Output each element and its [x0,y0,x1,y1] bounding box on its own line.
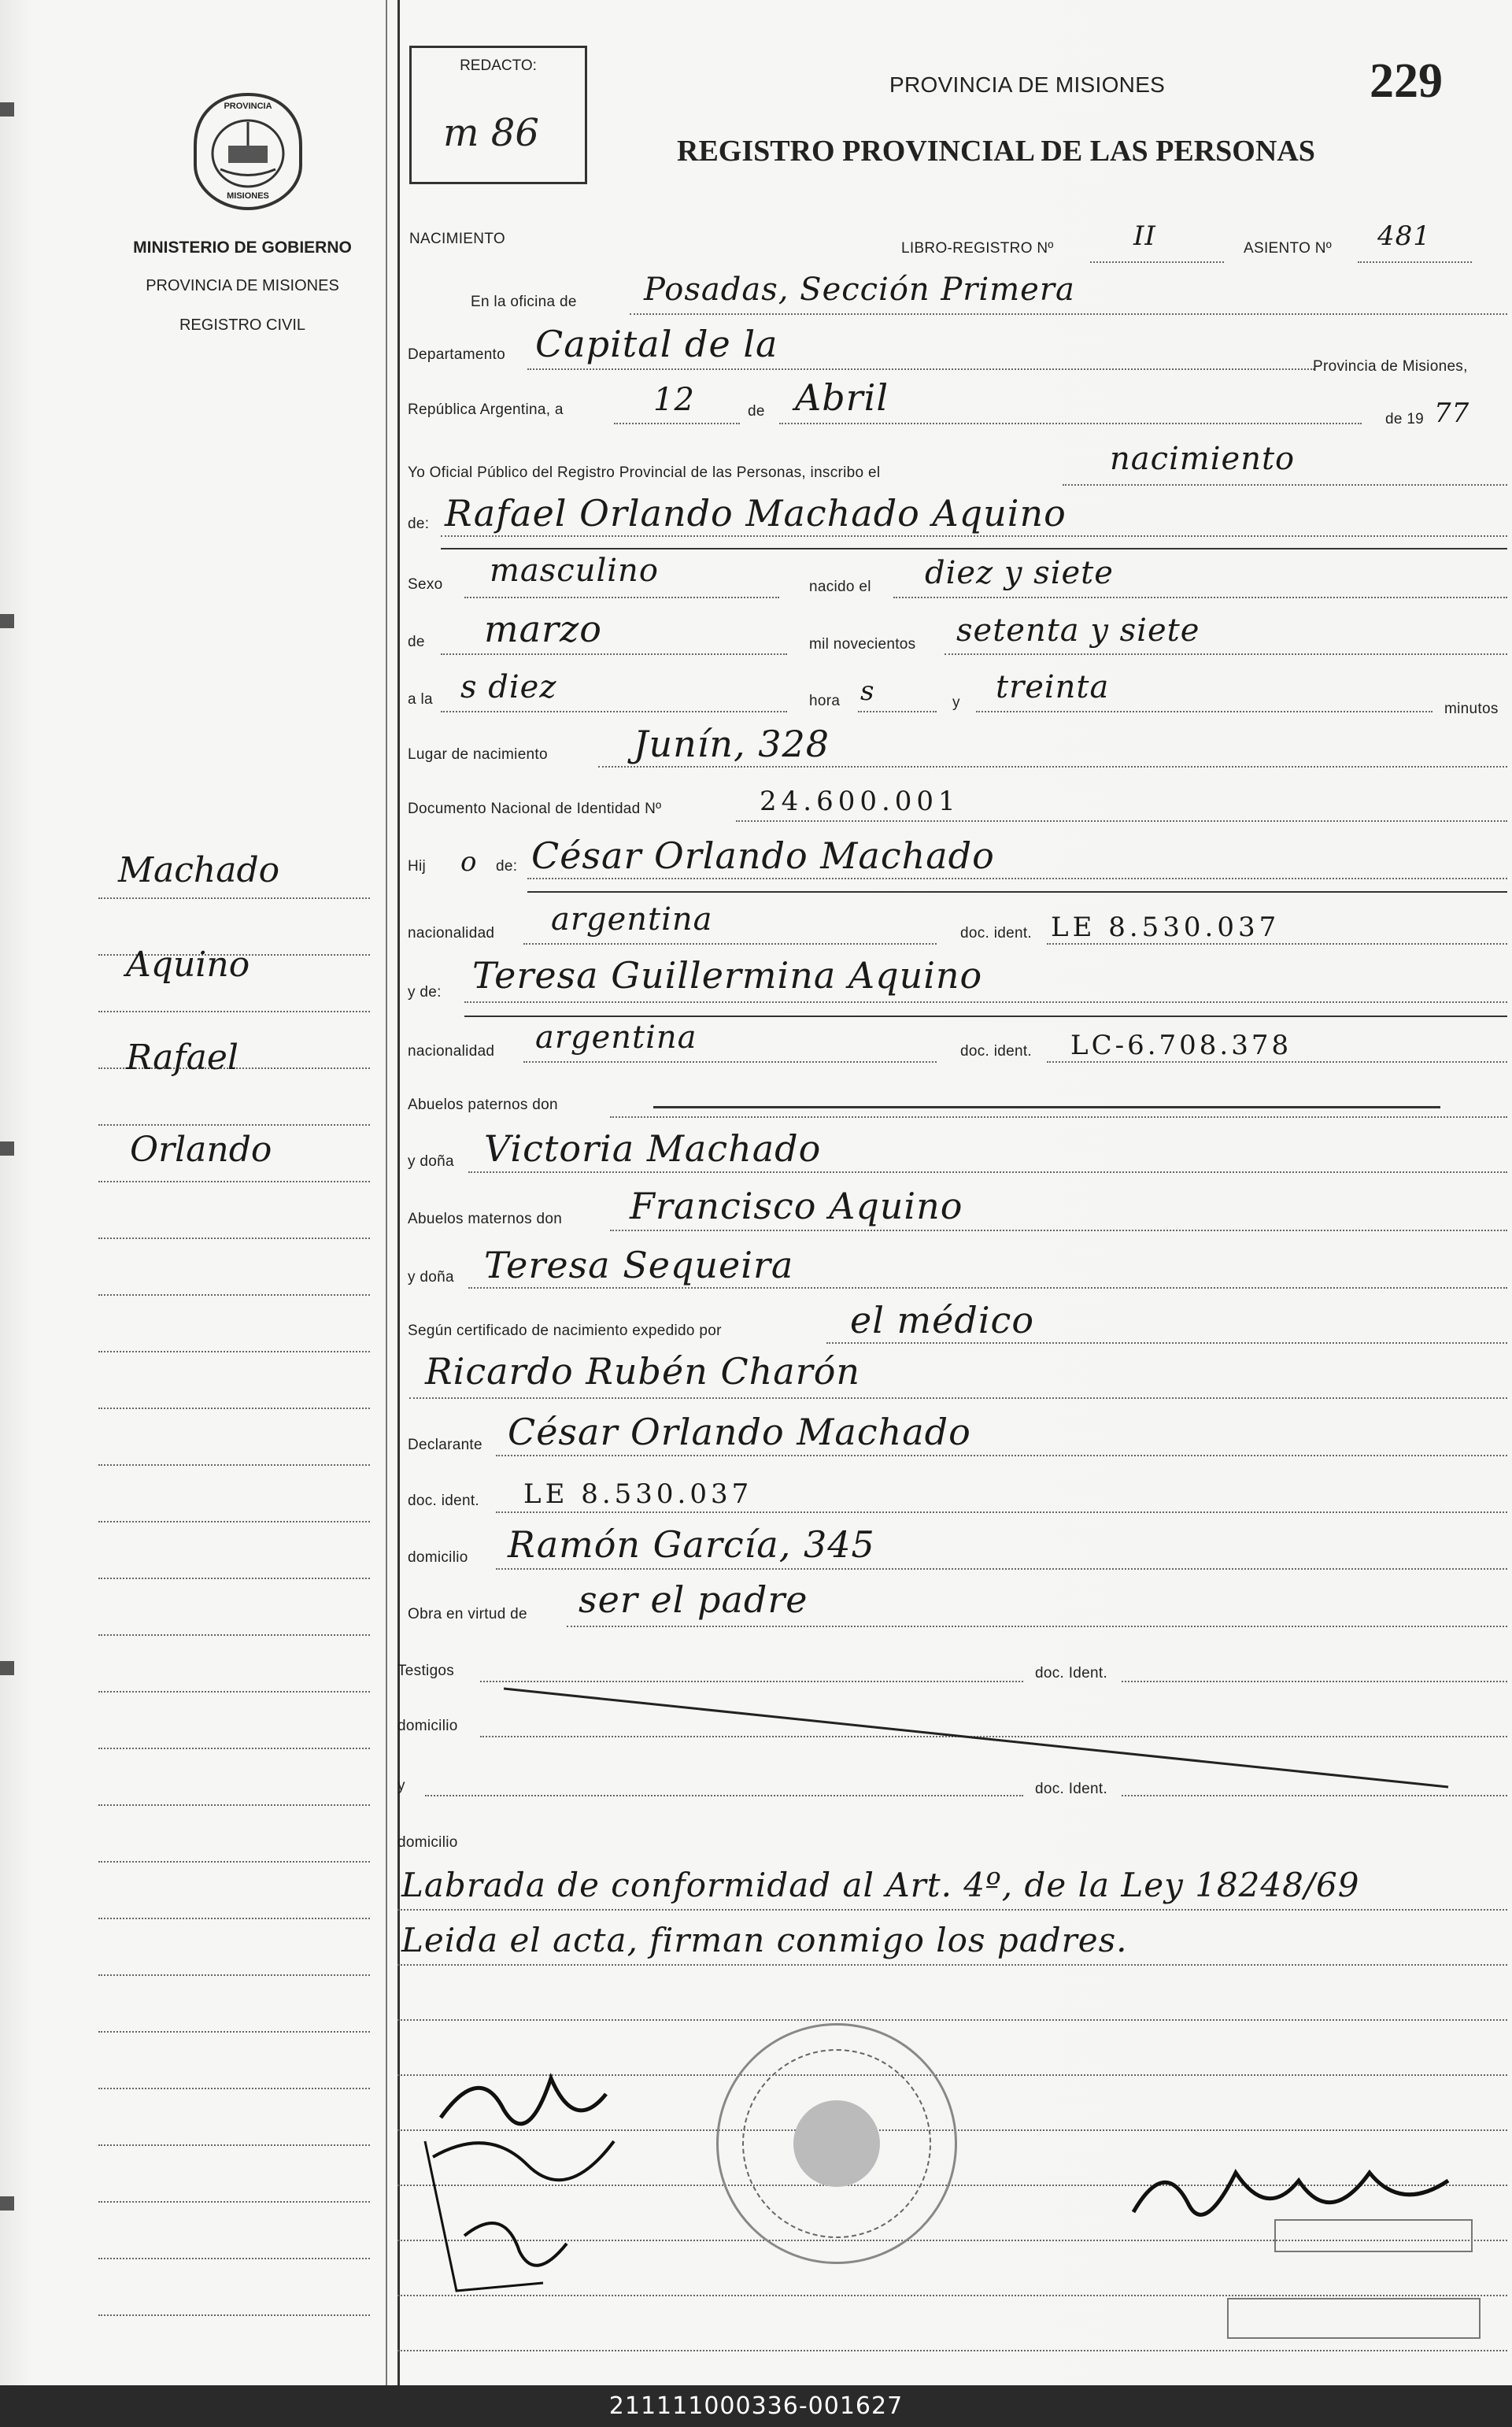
sexo-value: masculino [490,553,659,589]
nac-madre-line [523,1061,937,1063]
y-de-label: y de: [408,984,442,1001]
doc-madre-value: LC-6.708.378 [1070,1030,1292,1061]
margin-ruling-line [98,897,370,899]
padre-value: César Orlando Machado [531,834,995,877]
redacto-label: REDACTO: [460,57,537,74]
doc-padre-label: doc. ident. [960,925,1032,942]
domicilio-testigo1-label: domicilio [397,1718,458,1734]
anio-value: 77 [1434,398,1470,429]
hora-value: s diez [460,669,557,705]
abuelo-mat-line [610,1230,1507,1231]
section-nacimiento: NACIMIENTO [409,231,505,247]
lugar-value: Junín, 328 [634,723,830,765]
nac-padre-line [523,943,937,945]
dia-line [614,423,740,424]
departamento-line [527,368,1314,370]
y-dona-mat-label: y doña [408,1269,454,1286]
nota1-value: Labrada de conformidad al Art. 4º, de la Ley 18248/69 [401,1866,1360,1904]
ministry-title: MINISTERIO DE GOBIERNO [133,239,352,257]
medico-value: Ricardo Rubén Charón [425,1350,861,1393]
oficial-label: Yo Oficial Público del Registro Provincial de las Personas, inscribo el [408,464,881,481]
declarante-value: César Orlando Machado [508,1411,971,1453]
minutos-line [976,711,1433,712]
doc-padre-line [1047,943,1507,945]
emblem-top-text: PROVINCIA [224,102,272,111]
obra-label: Obra en virtud de [408,1606,527,1622]
margin-ruling-line [98,1578,370,1579]
margin-ruling-line [98,2144,370,2146]
margin-ruling-line [98,1351,370,1352]
oficina-value: Posadas, Sección Primera [644,272,1075,308]
doc-testigo1-label: doc. Ident. [1035,1665,1108,1682]
margin-rule-inner [386,0,387,2385]
margin-ruling-line [98,2258,370,2259]
province-heading: PROVINCIA DE MISIONES [889,72,1166,97]
ministry-province: PROVINCIA DE MISIONES [146,277,339,294]
horas-suffix: s [860,675,875,707]
binding-clip [0,1661,14,1675]
lugar-label: Lugar de nacimiento [408,746,548,763]
de-nombre-label: de: [408,516,430,532]
departamento-value: Capital de la [535,323,778,365]
mes-nac-value: marzo [484,608,602,650]
hij-suffix: o [460,846,478,878]
abuelos-mat-label: Abuelos maternos don [408,1211,563,1227]
doc-madre-line [1047,1061,1507,1063]
de-mes-label: de [408,634,425,650]
binding-clip [0,1141,14,1156]
nota2-line [397,1964,1507,1966]
horas-line [858,711,937,712]
padre-underline [527,891,1507,893]
domicilio-testigo2-label: domicilio [397,1834,458,1851]
emblem-bottom-text: MISIONES [227,191,269,201]
margin-ruling-line [98,1748,370,1749]
margin-ruling-line [98,1124,370,1126]
document-code: 211111000336-001627 [0,2385,1512,2427]
provincia-suffix: Provincia de Misiones, [1313,358,1468,375]
margin-ruling-line [98,2314,370,2316]
doc-testigo2-line [1122,1795,1507,1796]
y-testigo-label: y [397,1778,405,1794]
binding-clip [0,614,14,628]
oficial-value: nacimiento [1110,441,1296,477]
de-label: de [748,403,765,420]
margin-ruling-line [98,1464,370,1466]
libro-value: II [1133,220,1156,252]
redacto-box [409,46,587,184]
obra-line [567,1626,1507,1627]
margin-ruling-line [98,1521,370,1522]
registry-heading: REGISTRO PROVINCIAL DE LAS PERSONAS [677,135,1315,168]
asiento-value: 481 [1377,220,1431,252]
obra-value: ser el padre [579,1578,808,1621]
certificado-label: Según certificado de nacimiento expedido por [408,1323,722,1339]
ministry-registry: REGISTRO CIVIL [179,316,306,334]
anio-nac-line [945,653,1507,655]
nacido-line [893,597,1507,598]
minutos-value: treinta [996,669,1110,705]
margin-ruling-line [98,1861,370,1863]
madre-value: Teresa Guillermina Aquino [472,954,983,997]
margin-given-2: Orlando [130,1130,272,1170]
binding-clip [0,2196,14,2211]
nacido-value: diez y siete [925,555,1114,591]
testigos-strike [504,1685,1480,1795]
seal-center [793,2100,880,2187]
hij-label: Hij [408,858,427,875]
margin-ruling-line [98,2031,370,2033]
asiento-label: ASIENTO Nº [1244,240,1332,257]
nac-padre-value: argentina [551,901,713,938]
oficial-line [1063,484,1507,486]
y-dona-pat-label: y doña [408,1153,454,1170]
province-emblem [189,91,307,213]
oficina-line [630,313,1507,315]
horas-label: hora [809,693,841,709]
margin-ruling-line [98,1918,370,1919]
parents-signature [409,2047,645,2314]
abuelos-pat-label: Abuelos paternos don [408,1097,558,1113]
mil-label: mil novecientos [809,636,916,653]
sexo-label: Sexo [408,576,443,593]
mes-value: Abril [795,376,889,419]
mes-line [779,423,1362,424]
lugar-line [598,766,1507,768]
testigos-line [480,1681,1023,1682]
margin-given-1: Rafael [126,1038,238,1078]
abuela-mat-line [468,1287,1507,1289]
margin-surname-2: Aquino [126,945,250,985]
abuelo-mat-value: Francisco Aquino [630,1185,963,1227]
nacido-label: nacido el [809,579,871,595]
official-signature [1118,2125,1495,2362]
doc-testigo2-label: doc. Ident. [1035,1781,1108,1797]
folio-number: 229 [1370,54,1443,108]
certificado-value: el médico [850,1299,1035,1341]
dni-value: 24.600.001 [760,786,960,817]
domicilio-line [496,1568,1507,1570]
padre-line [527,878,1507,879]
nac-madre-label: nacionalidad [408,1043,495,1060]
mes-nac-line [441,653,787,655]
nombre-underline [441,548,1507,549]
certificado-line [826,1342,1507,1344]
y-label: y [952,694,960,711]
anio-nac-value: setenta y siete [956,612,1200,649]
margin-ruling-line [98,2201,370,2203]
declarante-label: Declarante [408,1437,482,1453]
de-padre-label: de: [496,858,518,875]
abuelo-pat-line [610,1116,1507,1118]
dia-value: 12 [653,382,695,418]
margin-ruling-line [98,1238,370,1239]
madre-line [464,1001,1507,1003]
doc-decl-line [496,1511,1507,1513]
margin-rule [397,0,400,2385]
republica-label: República Argentina, a [408,401,564,418]
testigo2-line [425,1795,1023,1796]
de-anio-label: de 19 [1385,411,1425,427]
madre-underline [464,1016,1507,1017]
libro-line [1090,261,1224,263]
nac-madre-value: argentina [535,1019,697,1056]
departamento-label: Departamento [408,346,506,363]
abuela-mat-value: Teresa Sequeira [484,1244,794,1286]
margin-ruling-line [98,1011,370,1012]
doc-decl-value: LE 8.530.037 [523,1478,753,1510]
hora-line [441,711,787,712]
libro-label: LIBRO-REGISTRO Nº [901,240,1054,257]
dni-label: Documento Nacional de Identidad Nº [408,801,662,817]
margin-surname-1: Machado [118,850,280,890]
nota1-line [397,1909,1507,1911]
margin-ruling-line [98,1294,370,1296]
doc-padre-value: LE 8.530.037 [1051,912,1281,943]
official-seal [716,2023,957,2264]
dni-line [736,820,1507,822]
asiento-line [1358,261,1472,263]
domicilio-value: Ramón García, 345 [508,1523,875,1566]
declarante-line [496,1455,1507,1456]
redacto-value: m 86 [443,111,539,155]
doc-testigo1-line [1122,1681,1507,1682]
margin-ruling-line [98,1804,370,1806]
margin-ruling-line [98,2088,370,2089]
abuela-pat-value: Victoria Machado [484,1127,822,1170]
margin-ruling-line [98,1974,370,1976]
sexo-line [464,597,779,598]
domicilio-label: domicilio [408,1549,468,1566]
medico-line [409,1397,1507,1399]
minutos-label: minutos [1444,701,1499,717]
abuelo-pat-strike [653,1106,1440,1108]
nombre-value: Rafael Orlando Machado Aquino [445,492,1067,535]
doc-decl-label: doc. ident. [408,1493,479,1509]
nac-padre-label: nacionalidad [408,925,495,942]
testigos-label: Testigos [397,1663,455,1679]
binding-clip [0,102,14,117]
margin-ruling-line [98,1181,370,1182]
nombre-line [441,535,1507,537]
abuela-pat-line [468,1171,1507,1173]
margin-ruling-line [98,1408,370,1409]
margin-ruling-line [98,1691,370,1693]
a-la-label: a la [408,691,433,708]
blank-ruling-line [397,2019,1507,2021]
oficina-label: En la oficina de [471,294,577,310]
nota2-value: Leida el acta, firman conmigo los padres. [401,1921,1128,1959]
margin-ruling-line [98,1634,370,1636]
doc-madre-label: doc. ident. [960,1043,1032,1060]
